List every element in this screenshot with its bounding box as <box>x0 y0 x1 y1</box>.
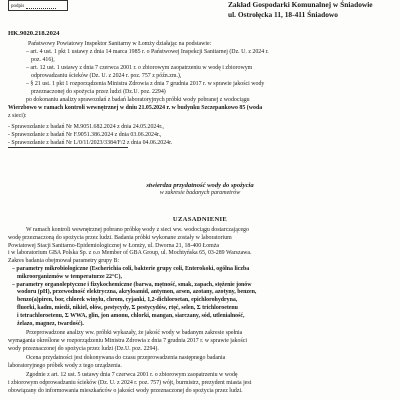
body-line-7: mikroorganizmów w temperaturze 22°C), <box>17 273 122 280</box>
recipient-address <box>228 0 398 20</box>
body-line-20: i zbiorowym odprowadzaniu ścieków (Dz. U. z 2024 r. poz. 757) wójt, burmistrz, prezydent miasta jest <box>8 379 252 386</box>
report-1: - Sprawozdanie z badań Nr M.9051.682.2024 z dnia 24.05.2024r., <box>8 124 164 130</box>
body-line-17: Ocena przydatności jest dokonywana do czasu przeprowadzenia następnego badania <box>26 355 226 361</box>
decision-title: stwierdza przydatność wody do spożycia <box>146 182 254 189</box>
recipient-line-2: ul. Ostrołęcka 11, 18-411 Śniadowo <box>228 10 338 19</box>
reference-number: HK.9020.218.2024 <box>8 30 60 37</box>
body-line-10: benzo(a)piren, bor, chlorek winylu, chrom, cyjanki, 1,2-dichloroetan, epichlorohydryna, <box>17 297 238 304</box>
body-line-21: obowiązany do informowania mieszkańców o jakości wody przeznaczonej do spożycia przez ludzi. <box>8 387 243 394</box>
analysis-line-1: po dokonaniu analizy sprawozdań z badań laboratoryjnych próbki wody pobranej z wodociągu <box>26 97 250 103</box>
body-line-5: Zakres badania obejmował parametry grupy B: <box>8 258 120 265</box>
body-line-18: laboratoryjnego próbek wody z tego urządzenia. <box>8 362 122 369</box>
signature-line <box>26 8 56 9</box>
legal-basis-2-a: – art. 12 ust. 1 ustawy z dnia 7 czerwca 2001 r. o zbiorowym zaopatrzeniu w wodę i zbiorowym <box>26 65 253 71</box>
analysis-line-3: z sieci): <box>8 113 27 119</box>
report-3: - Sprawozdanie z badań Nr L/0/11/2023/3384/F/2 z dnia 04.06.2024r. <box>8 140 173 146</box>
body-line-16: wody przeznaczonej do spożycia przez ludzi (Dz.U. poz. 2294). <box>8 345 159 352</box>
legal-basis-1-a: – art. 4 ust. 1 pkt 1 ustawy z dnia 14 marca 1985 r. o Państwowej Inspekcji Sanitarnej (Dz. U. z 2024 r. <box>26 49 269 55</box>
section-title: UZASADNIENIE <box>172 216 228 223</box>
body-line-2: wodę przeznaczoną do spożycia przez ludzi. Badania próbki wykonane zostały w laboratorium <box>8 234 232 241</box>
body-line-19: Zgodnie z art. 12 ust. 5 ustawy dnia 7 czerwca 2001 r. o zbiorowym zaopatrzeniu w wodę <box>26 372 238 378</box>
decision-subtitle: w zakresie badanych parametrów <box>159 190 241 196</box>
intro-text: Państwowy Powiatowy Inspektor Sanitarny w Łomży działając na podstawie: <box>28 41 212 47</box>
body-line-4: i w laboratorium GBA Polska Sp. z o.o Member of GBA Group, ul. Mochtyńska 65, 03-289 Warszawa. <box>8 250 252 257</box>
body-line-6: – parametry mikrobiologiczne (Escherichia coli, bakterie grupy coli, Enterokoki, ogólna liczba <box>12 266 250 272</box>
body-line-1: W ramach kontroli wewnętrznej pobrano próbkę wody z sieci ww. wodociągu dostarczającego <box>26 227 249 233</box>
signature-label: podpis <box>11 4 25 9</box>
legal-basis-2-b: odprowadzaniu ścieków (Dz. U. z 2024 r. poz. 757 z późn.zm.), <box>31 72 182 79</box>
body-line-3: Powiatowej Stacji Sanitarno-Epidemiologicznej w Łomży, ul. Dworna 21, 18-400 Łomża <box>8 242 219 249</box>
legal-basis-1-b: poz. 416), <box>31 56 55 63</box>
body-line-13: żelazo, magnez, twardość). <box>17 320 84 327</box>
recipient-line-1: Zakład Gospodarki Komunalnej w Śniadowie <box>228 0 373 9</box>
analysis-line-2: Wierzbowo w ramach kontroli wewnętrznej w dniu 21.05.2024 r. w budynku Szczepankowo 85 (woda <box>8 105 263 111</box>
body-line-15: wymagania określone w rozporządzeniu Ministra Zdrowia z dnia 7 grudnia 2017 r. w sprawie jakości <box>8 337 247 344</box>
body-line-12: i tetrachloroetenu, Σ WWA, glin, jon amonu, chlorki, mangan, siarczany, sód, utlenialność, <box>17 312 245 319</box>
body-line-8: – parametry organoleptyczne i fizykochemiczne (barwa, mętność, smak, zapach, stężenie jonów <box>12 281 252 288</box>
report-2: - Sprawozdanie z badań Nr F.9051.386.2024 z dnia 03.06.2024r., <box>8 132 162 138</box>
body-line-14: Przeprowadzone analizy ww. próbki wykazały, że jakość wody w badanym zakresie spełnia <box>26 330 243 336</box>
report-separator <box>8 147 128 148</box>
signature-box <box>8 0 68 11</box>
legal-basis-3-a: – § 21 ust. 1 pkt 1 rozporządzenia Ministra Zdrowia z dnia 7 grudnia 2017 r. w sprawie jakości wody <box>26 81 265 87</box>
body-line-9: wodoru (pH), przewodność elektryczna, akryloamid, antymon, arsen, azotany, azotyny, benzen, <box>17 289 257 296</box>
body-line-11: fluorki, kadm, miedź, nikiel, ołów, pestycydy, Σ pestycydów, rtęć, selen, Σ trichloroetenu <box>17 305 238 311</box>
legal-basis-3-b: przeznaczonej do spożycia przez ludzi (Dz.U. poz. 2294) <box>31 88 166 95</box>
